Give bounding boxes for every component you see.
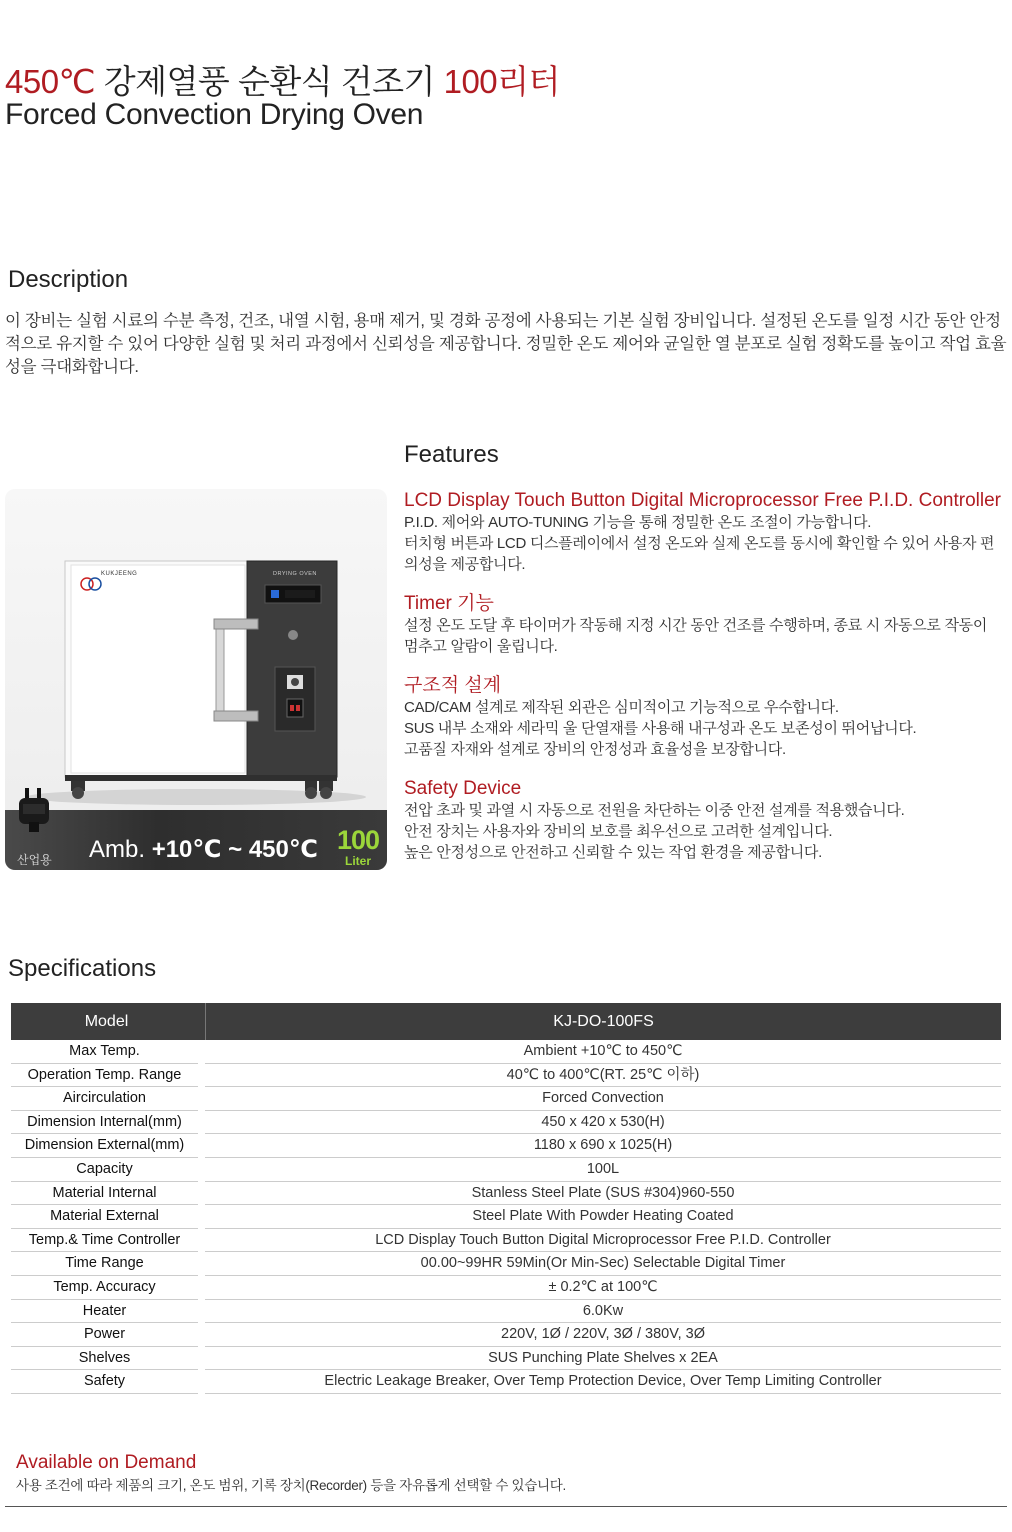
specifications-heading: Specifications — [8, 955, 157, 982]
spec-value: 450 x 420 x 530(H) — [205, 1111, 1001, 1135]
spec-value: 6.0Kw — [205, 1300, 1001, 1324]
table-row — [11, 1111, 1001, 1135]
spec-label: Safety — [11, 1370, 198, 1394]
spec-label: Temp.& Time Controller — [11, 1229, 198, 1253]
table-row — [11, 1300, 1001, 1324]
table-row — [11, 1158, 1001, 1182]
feature-line: SUS 내부 소재와 세라믹 울 단열재를 사용해 내구성과 온도 보존성이 뛰어납니다. — [404, 720, 917, 737]
table-row — [11, 1205, 1001, 1229]
feature-line: P.I.D. 제어와 AUTO-TUNING 기능을 통해 정밀한 온도 조절이 가능합니다. — [404, 514, 872, 531]
spec-value: 40℃ to 400℃(RT. 25℃ 이하) — [205, 1064, 1001, 1088]
capacity-badge-number: 100 — [336, 825, 379, 855]
feature-item — [404, 778, 1004, 863]
spec-label: Temp. Accuracy — [11, 1276, 198, 1300]
spec-value: SUS Punching Plate Shelves x 2EA — [205, 1347, 1001, 1371]
spec-value: 220V, 1Ø / 220V, 3Ø / 380V, 3Ø — [205, 1323, 1001, 1347]
industrial-use-label: 산업용 — [17, 853, 52, 867]
product-brand: KUKJEENG — [101, 571, 138, 577]
spec-label: Heater — [11, 1300, 198, 1324]
amb-prefix: Amb. — [89, 836, 152, 863]
feature-line: CAD/CAM 설계로 제작된 외관은 심미적이고 기능적으로 우수합니다. — [404, 699, 839, 716]
spec-label: Dimension External(mm) — [11, 1134, 198, 1158]
spec-value: 1180 x 690 x 1025(H) — [205, 1134, 1001, 1158]
spec-label: Power — [11, 1323, 198, 1347]
spec-label: Max Temp. — [11, 1040, 198, 1064]
table-row — [11, 1370, 1001, 1394]
table-row — [11, 1182, 1001, 1206]
spec-value: Electric Leakage Breaker, Over Temp Protection Device, Over Temp Limiting Controller — [205, 1370, 1001, 1394]
feature-line: 설정 온도 도달 후 타이머가 작동해 지정 시간 동안 건조를 수행하며, 종료 시 자동으로 작동이 멈추고 알람이 울립니다. — [404, 617, 988, 655]
feature-line: 안전 장치는 사용자와 장비의 보호를 최우선으로 고려한 설계입니다. — [404, 823, 833, 840]
spec-table-body — [11, 1040, 1001, 1394]
title-product-name: 강제열풍 순환식 건조기 — [95, 63, 444, 100]
description-text: 이 장비는 실험 시료의 수분 측정, 건조, 내열 시험, 용매 제거, 및 경화 공정에 사용되는 기본 실험 장비입니다. 설정된 온도를 일정 시간 동안 안정적으로 유지할 수 있어 다양한 실험 및 처리 과정에서 신뢰성을 제공합니다. 정밀한 온도 제어와 균일한 열 분포로 실험 정확도를 높이고 작업 효율성을 극대화합니다. — [5, 312, 1007, 376]
spec-table-header — [11, 1003, 1001, 1040]
feature-line: 터치형 버튼과 LCD 디스플레이에서 설정 온도와 실제 온도를 동시에 확인할 수 있어 사용자 편의성을 제공합니다. — [404, 535, 995, 573]
page-title-korean — [5, 56, 560, 103]
product-panel-label: DRYING OVEN — [273, 571, 317, 577]
table-row — [11, 1347, 1001, 1371]
power-plug-icon — [15, 788, 69, 834]
table-row — [11, 1276, 1001, 1300]
spec-table — [11, 1003, 1001, 1394]
spec-label: Time Range — [11, 1252, 198, 1276]
table-row — [11, 1087, 1001, 1111]
feature-title: Timer 기능 — [404, 593, 494, 614]
spec-value: Steel Plate With Powder Heating Coated — [205, 1205, 1001, 1229]
amb-range: +10℃ ~ 450℃ — [151, 836, 318, 863]
spec-label: Shelves — [11, 1347, 198, 1371]
features-heading: Features — [404, 441, 499, 468]
spec-value: LCD Display Touch Button Digital Microprocessor Free P.I.D. Controller — [205, 1229, 1001, 1253]
spec-label: Operation Temp. Range — [11, 1064, 198, 1088]
spec-value: Forced Convection — [205, 1087, 1001, 1111]
spec-value: Stanless Steel Plate (SUS #304)960-550 — [205, 1182, 1001, 1206]
spec-value: 100L — [205, 1158, 1001, 1182]
features-list — [404, 490, 1004, 881]
bottom-divider — [5, 1506, 1007, 1507]
feature-line: 전압 초과 및 과열 시 자동으로 전원을 차단하는 이중 안전 설계를 적용했습니다. — [404, 802, 905, 819]
spec-header-model: KJ-DO-100FS — [205, 1003, 1001, 1040]
title-capacity: 100리터 — [443, 63, 560, 100]
spec-label: Material Internal — [11, 1182, 198, 1206]
spec-label: Material External — [11, 1205, 198, 1229]
table-row — [11, 1040, 1001, 1064]
feature-item — [404, 490, 1004, 575]
available-on-demand-title: Available on Demand — [16, 1452, 197, 1473]
feature-item — [404, 675, 1004, 760]
description-heading: Description — [8, 266, 129, 293]
product-spec-band — [5, 810, 387, 870]
table-row — [11, 1229, 1001, 1253]
drying-oven-illustration — [5, 489, 387, 810]
table-row — [11, 1064, 1001, 1088]
table-row — [11, 1134, 1001, 1158]
available-on-demand-text: 사용 조건에 따라 제품의 크기, 온도 범위, 기록 장치(Recorder) 등을 자유롭게 선택할 수 있습니다. — [16, 1478, 566, 1493]
table-row — [11, 1323, 1001, 1347]
temperature-range-label — [89, 835, 318, 864]
feature-title: 구조적 설계 — [404, 675, 502, 696]
product-image — [5, 489, 387, 870]
title-temperature: 450℃ — [5, 63, 96, 100]
feature-line: 고품질 자재와 설계로 장비의 안정성과 효율성을 보장합니다. — [404, 741, 786, 758]
page-title-english: Forced Convection Drying Oven — [5, 98, 424, 131]
spec-label: Capacity — [11, 1158, 198, 1182]
table-row — [11, 1252, 1001, 1276]
capacity-badge-unit: Liter — [344, 854, 371, 868]
spec-label: Dimension Internal(mm) — [11, 1111, 198, 1135]
feature-title: Safety Device — [404, 778, 522, 799]
spec-value: Ambient +10℃ to 450℃ — [205, 1040, 1001, 1064]
feature-line: 높은 안정성으로 안전하고 신뢰할 수 있는 작업 환경을 제공합니다. — [404, 844, 822, 861]
feature-item — [404, 593, 1004, 657]
spec-label: Aircirculation — [11, 1087, 198, 1111]
spec-value: 00.00~99HR 59Min(Or Min-Sec) Selectable Digital Timer — [205, 1252, 1001, 1276]
spec-header-label: Model — [84, 1013, 129, 1030]
feature-title: LCD Display Touch Button Digital Microprocessor Free P.I.D. Controller — [404, 490, 1001, 511]
spec-value: ± 0.2℃ at 100℃ — [205, 1276, 1001, 1300]
